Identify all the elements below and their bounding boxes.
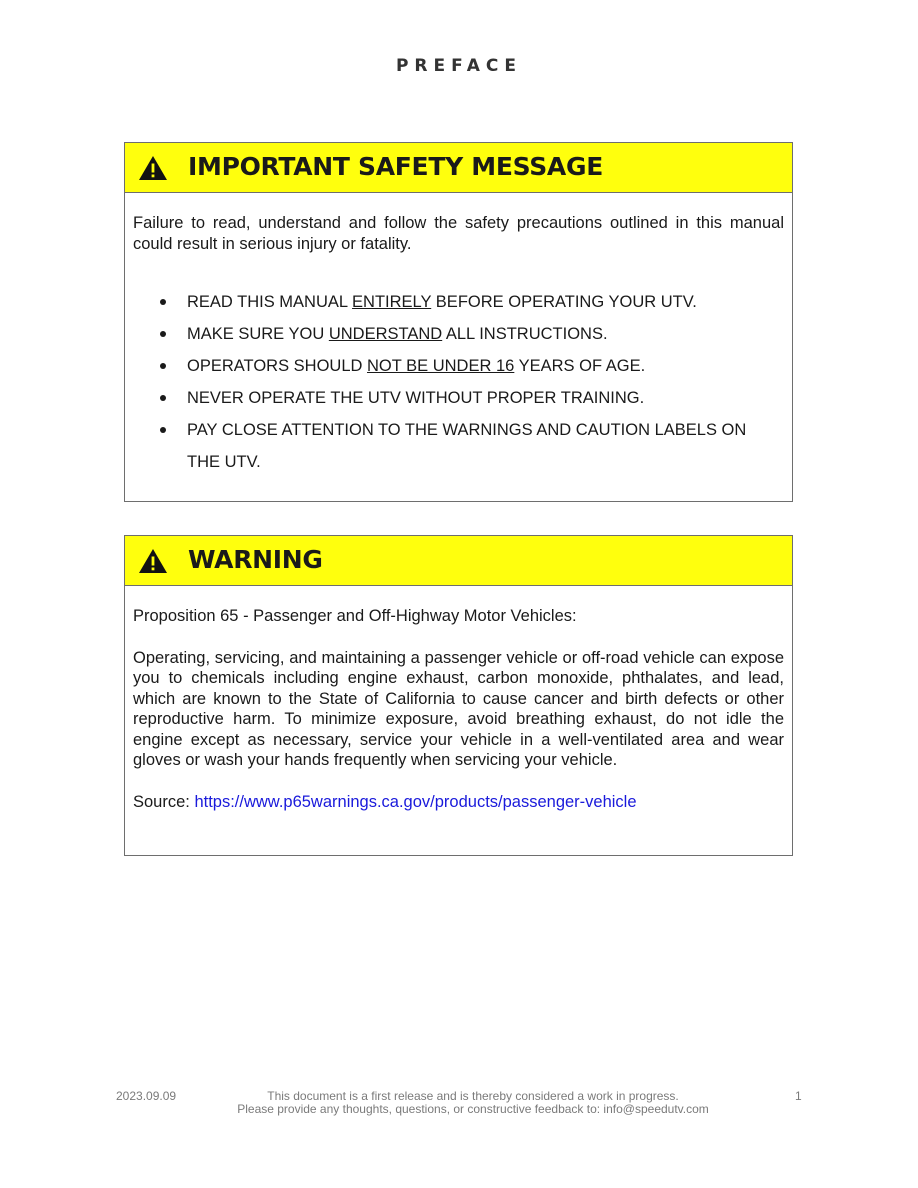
page-title: PREFACE — [395, 56, 523, 76]
warning-box — [124, 535, 793, 856]
safety-intro: Failure to read, understand and follow the safety precautions outlined in this manual could result in serious injury or fatality. — [133, 214, 784, 253]
warning-body — [125, 586, 792, 812]
safety-message-header — [125, 143, 792, 193]
footer-notice-line2: Please provide any thoughts, questions, or constructive feedback to: info@speedutv.com — [237, 1102, 709, 1116]
prop65-paragraph: Operating, servicing, and maintaining a passenger vehicle or off-road vehicle can expose you to chemicals including engine exhaust, carbon monoxide, phthalates, and lead, which are known to the State of California to cause cancer and birth defects or other reproductive harm. To minimize exposure, avoid breathing exhaust, do not idle the engine except as necessary, service your vehicle in a well-ventilated area and wear gloves or wash your hands frequently when servicing your vehicle. — [133, 648, 784, 769]
safety-message-body — [125, 193, 792, 478]
bullet-item: PAY CLOSE ATTENTION TO THE WARNINGS AND CAUTION LABELS ON THE UTV. — [133, 414, 784, 478]
page-number: 1 — [795, 1089, 802, 1103]
safety-message-box — [124, 142, 793, 502]
prop65-subtitle: Proposition 65 - Passenger and Off-Highway Motor Vehicles: — [133, 607, 577, 625]
source-line: Source: https://www.p65warnings.ca.gov/products/passenger-vehicle — [133, 792, 637, 811]
footer-date: 2023.09.09 — [116, 1089, 177, 1103]
bullet-item: OPERATORS SHOULD NOT BE UNDER 16 YEARS OF AGE. — [133, 350, 784, 382]
footer-notice-line1: This document is a first release and is thereby considered a work in progress. — [267, 1089, 679, 1103]
source-link[interactable]: https://www.p65warnings.ca.gov/products/passenger-vehicle — [194, 792, 637, 811]
warning-heading: WARNING — [188, 545, 323, 574]
safety-message-heading: IMPORTANT SAFETY MESSAGE — [188, 152, 603, 181]
bullet-item: MAKE SURE YOU UNDERSTAND ALL INSTRUCTIONS. — [133, 318, 784, 350]
warning-triangle-icon — [138, 155, 168, 181]
warning-header — [125, 536, 792, 586]
bullet-item: NEVER OPERATE THE UTV WITHOUT PROPER TRAINING. — [133, 382, 784, 414]
footer-notice — [0, 1090, 918, 1116]
safety-bullet-list — [133, 286, 784, 478]
bullet-item: READ THIS MANUAL ENTIRELY BEFORE OPERATING YOUR UTV. — [133, 286, 784, 318]
warning-triangle-icon — [138, 548, 168, 574]
